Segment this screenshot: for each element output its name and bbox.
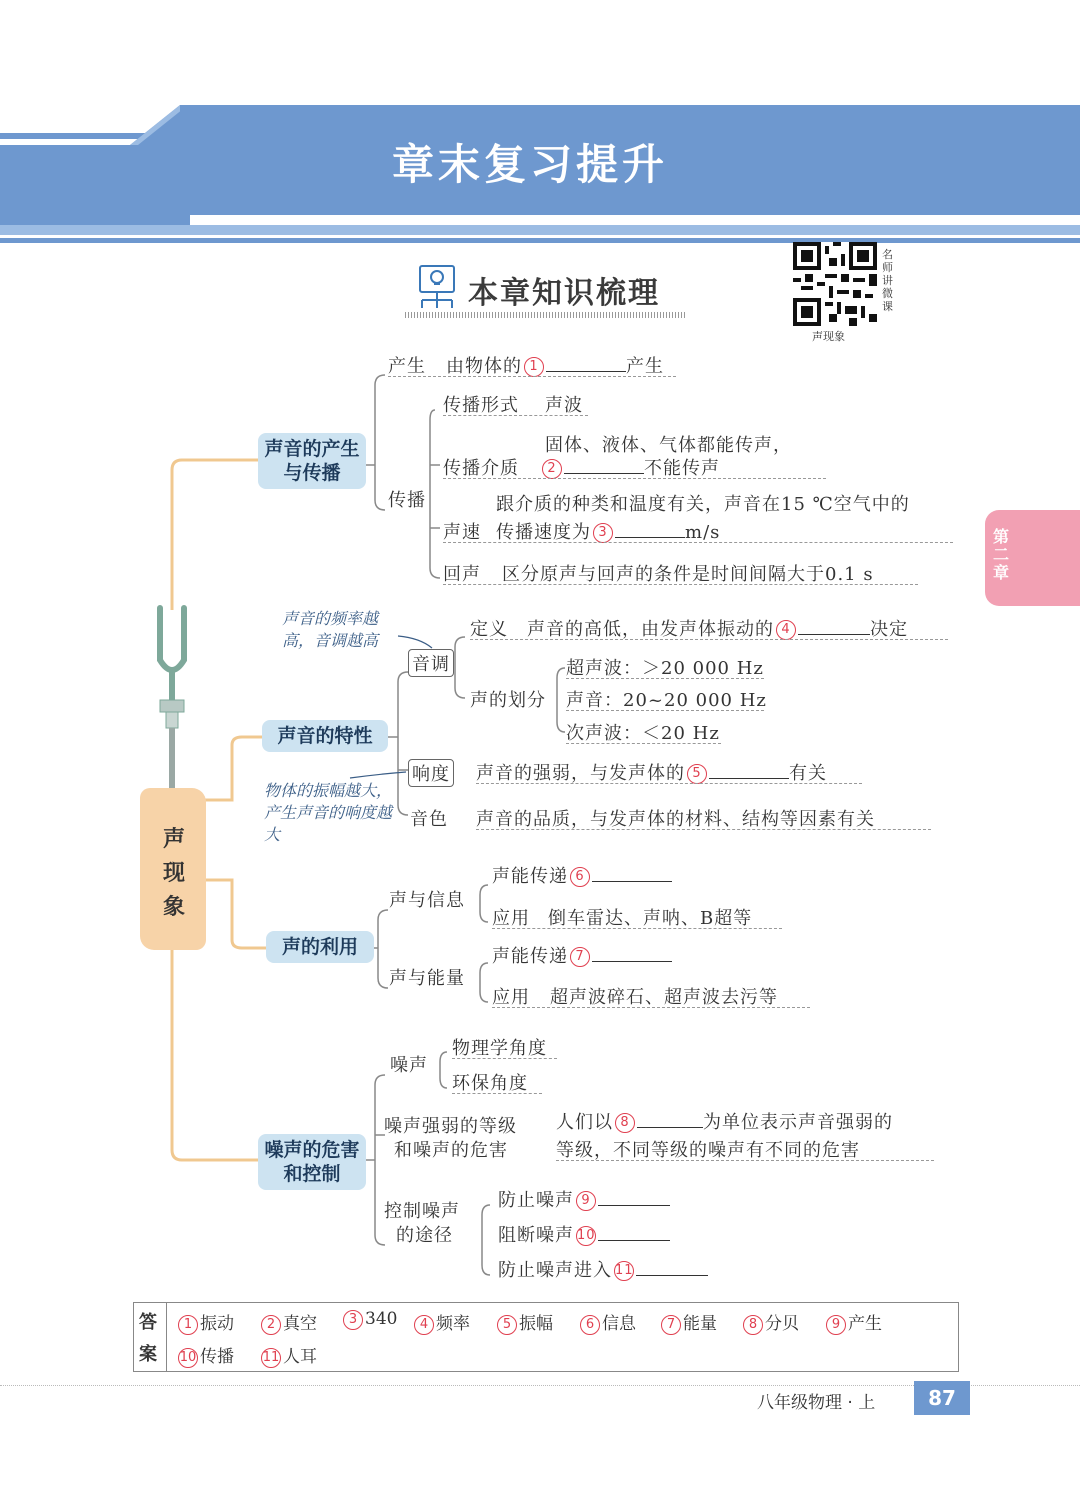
answer-text: 振动: [200, 1314, 234, 1334]
info-app: 倒车雷达、声呐、B超等: [548, 908, 753, 929]
answer-item: [341, 1309, 397, 1330]
answer-text: 频率: [436, 1314, 470, 1334]
blank-number: 6: [570, 867, 590, 887]
control-item-text: 防止噪声进入: [498, 1260, 612, 1281]
answer-text: 传播: [200, 1347, 234, 1367]
echo-key: 回声: [443, 564, 481, 585]
speed-unit: m/s: [685, 522, 721, 543]
definition-line: [527, 615, 908, 641]
answer-text: 振幅: [519, 1314, 553, 1334]
answer-item: [824, 1309, 882, 1335]
info-app-key: 应用: [492, 908, 530, 929]
answer-text: 分贝: [765, 1314, 799, 1334]
answer-number: 1: [178, 1315, 198, 1335]
blank-number: 11: [614, 1261, 634, 1281]
answer-number: 7: [661, 1315, 681, 1335]
dash-line: [443, 478, 826, 479]
form-key: 传播形式: [443, 395, 519, 416]
page-title: 章末复习提升: [391, 140, 668, 189]
echo-text: 区分原声与回声的条件是时间间隔大于0.1 s: [502, 564, 874, 585]
branch-usage: 声的利用: [266, 931, 374, 963]
noise-item-1: 环保角度: [452, 1073, 528, 1094]
division-item-1: 声音：20~20 000 Hz: [566, 690, 767, 711]
dash-line: [492, 1007, 810, 1008]
division-item-2: 次声波：＜20 Hz: [566, 723, 720, 744]
dash-line: [470, 639, 948, 640]
control-key-1: 控制噪声: [384, 1201, 460, 1222]
answer-blank: [598, 1222, 670, 1241]
answer-blank: [615, 519, 685, 538]
answer-blank: [598, 1187, 670, 1206]
spread-key: 传播: [388, 490, 426, 511]
answer-blank: [546, 353, 626, 372]
levels-key-2: 和噪声的危害: [394, 1140, 508, 1161]
blank-number: 5: [687, 764, 707, 784]
blank-number: 8: [615, 1113, 635, 1133]
noise-item-0: 物理学角度: [452, 1038, 547, 1059]
root-label: 声现象: [162, 827, 185, 920]
produce-line: [446, 352, 664, 378]
answer-item: [495, 1309, 553, 1335]
answer-text: 真空: [283, 1314, 317, 1334]
speed-line2: [496, 518, 720, 544]
answer-blank: [637, 1109, 703, 1128]
levels-text-b: 为单位表示声音强弱的: [703, 1112, 893, 1133]
answer-number: 6: [580, 1315, 600, 1335]
answer-number: 11: [261, 1348, 281, 1368]
answers-label: 答案: [139, 1312, 157, 1365]
division-key: 声的划分: [470, 690, 546, 711]
control-key-2: 的途径: [396, 1225, 453, 1246]
pitch-note: 声音的频率越高，音调越高: [282, 609, 379, 650]
answer-item: [176, 1342, 234, 1368]
branch-properties: 声音的特性: [262, 720, 388, 752]
loudness-note: 物体的振幅越大，产生声音的响度越大: [264, 781, 393, 844]
answer-number: 3: [343, 1310, 363, 1330]
answer-item: [741, 1309, 799, 1335]
answer-number: 8: [743, 1315, 763, 1335]
answer-number: 9: [826, 1315, 846, 1335]
info-line: [492, 862, 672, 888]
dash-line: [566, 710, 764, 711]
branch-noise: 噪声的危害和控制: [258, 1134, 366, 1190]
dash-line: [476, 829, 931, 830]
qr-side-label: 名师讲微课: [882, 248, 893, 313]
dash-line: [492, 928, 782, 929]
answer-item: [659, 1309, 717, 1335]
loudness-key: 响度: [408, 759, 454, 787]
levels-key-1: 噪声强弱的等级: [384, 1116, 517, 1137]
qr-caption: 声现象: [812, 330, 845, 343]
answer-item: [259, 1342, 317, 1368]
levels-line1: [556, 1108, 893, 1134]
answer-text: 信息: [602, 1314, 636, 1334]
produce-text-b: 产生: [626, 356, 664, 377]
answer-number: 2: [261, 1315, 281, 1335]
energy-key: 声与能量: [389, 968, 465, 989]
answer-number: 5: [497, 1315, 517, 1335]
energy-line: [492, 942, 672, 968]
noise-key: 噪声: [390, 1055, 428, 1076]
timbre-key: 音色: [410, 809, 448, 830]
info-key: 声与信息: [389, 890, 465, 911]
control-item-2: [498, 1256, 708, 1282]
blank-number: 7: [570, 947, 590, 967]
answer-number: 4: [414, 1315, 434, 1335]
blank-number: 3: [593, 523, 613, 543]
speed-text-a: 传播速度为: [496, 522, 591, 543]
definition-text-b: 决定: [870, 619, 908, 640]
section-title: 本章知识梳理: [468, 276, 660, 311]
dash-line: [556, 1160, 934, 1161]
answer-text: 产生: [848, 1314, 882, 1334]
answer-blank: [592, 943, 672, 962]
blank-number: 10: [576, 1226, 596, 1246]
answer-blank: [592, 863, 672, 882]
medium-text-b: 不能传声: [644, 458, 720, 479]
pitch-key: 音调: [408, 649, 454, 677]
control-item-0: [498, 1186, 670, 1212]
loudness-text-b: 有关: [789, 763, 827, 784]
timbre-text: 声音的品质，与发声体的材料、结构等因素有关: [476, 809, 875, 830]
answer-number: 10: [178, 1348, 198, 1368]
control-item-1: [498, 1221, 670, 1247]
answers-divider: [166, 1302, 167, 1372]
answer-blank: [798, 616, 870, 635]
blank-number: 2: [542, 459, 562, 479]
medium-line1: 固体、液体、气体都能传声，: [545, 435, 792, 456]
energy-app-key: 应用: [492, 987, 530, 1008]
medium-key: 传播介质: [443, 458, 519, 479]
form-text: 声波: [545, 395, 583, 416]
dash-line: [388, 376, 676, 377]
loudness-text-a: 声音的强弱，与发声体的: [476, 763, 685, 784]
answer-item: [578, 1309, 636, 1335]
dash-line: [443, 584, 918, 585]
answer-blank: [709, 760, 789, 779]
blank-number: 1: [524, 357, 544, 377]
produce-key: 产生: [388, 356, 426, 377]
definition-text-a: 声音的高低，由发声体振动的: [527, 619, 774, 640]
info-text-a: 声能传递: [492, 866, 568, 887]
page-number: 87: [914, 1381, 970, 1415]
dash-line: [452, 1093, 542, 1094]
dash-line: [443, 415, 588, 416]
answer-item: [412, 1309, 470, 1335]
speed-key: 声速: [443, 522, 481, 543]
chapter-tab-label: 第二章: [992, 527, 1009, 582]
answer-item: [259, 1309, 317, 1335]
division-item-0: 超声波：＞20 000 Hz: [566, 658, 764, 679]
answer-text: 人耳: [283, 1347, 317, 1367]
energy-app: 超声波碎石、超声波去污等: [550, 987, 778, 1008]
levels-line2: 等级，不同等级的噪声有不同的危害: [556, 1140, 860, 1161]
blank-number: 4: [776, 620, 796, 640]
levels-text-a: 人们以: [556, 1112, 613, 1133]
loudness-line: [476, 759, 827, 785]
answer-text: 能量: [683, 1314, 717, 1334]
answer-blank: [636, 1257, 708, 1276]
produce-text-a: 由物体的: [446, 356, 522, 377]
dash-line: [476, 783, 862, 784]
dash-line: [566, 678, 764, 679]
energy-text-a: 声能传递: [492, 946, 568, 967]
answer-blank: [564, 455, 644, 474]
definition-key: 定义: [470, 619, 508, 640]
blank-number: 9: [576, 1191, 596, 1211]
footer-book-title: 八年级物理 · 上: [757, 1393, 876, 1413]
medium-line2: [540, 454, 720, 480]
dash-line: [443, 542, 953, 543]
answer-text: 340: [365, 1309, 398, 1329]
answer-item: [176, 1309, 234, 1335]
dash-line: [566, 743, 721, 744]
dash-line: [452, 1058, 557, 1059]
branch-produce-spread: 声音的产生与传播: [258, 433, 366, 489]
speed-line1: 跟介质的种类和温度有关，声音在15 ℃空气中的: [496, 494, 910, 515]
control-item-text: 阻断噪声: [498, 1225, 574, 1246]
control-item-text: 防止噪声: [498, 1190, 574, 1211]
